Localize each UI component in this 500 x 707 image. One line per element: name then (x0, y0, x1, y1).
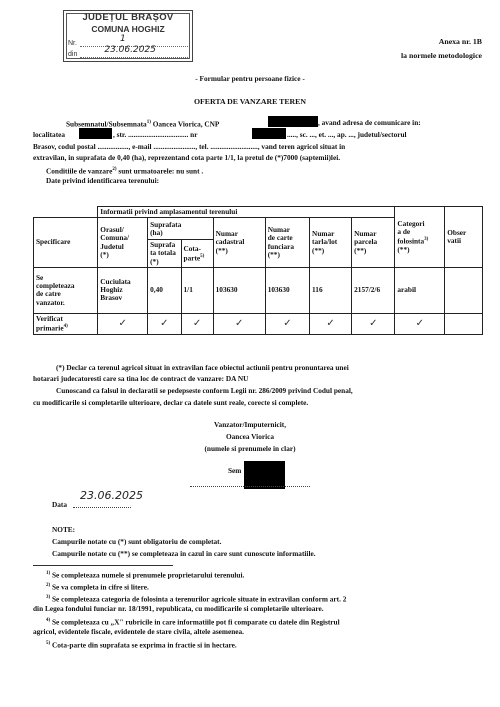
footnote-3-cont: din Legea fondului funciar nr. 18/1991, republicata, cu modificarile si completarile ulterioare. (33, 604, 324, 613)
header-suprafata-totala: Suprafa ta totala (*) (148, 240, 181, 268)
intro-line-3: Brasov, codul postal ................., e-mail ......................., tel. .........................., vand teren agricol situat in (33, 142, 346, 151)
intro-address-label: , avand adresa de comunicare in: (318, 118, 421, 127)
signer-name-hint: (numele si prenumele in clar) (204, 444, 296, 453)
date-label: Data (52, 500, 67, 509)
land-table (33, 206, 483, 335)
stamp-commune: COMUNA HOGHIZ (91, 24, 165, 34)
signature-label: Sem (228, 466, 242, 475)
registration-stamp (63, 10, 193, 62)
cell-categoria: arabil (395, 267, 445, 313)
header-cota-parte: Cota- parte$^{5)}$ (181, 240, 213, 268)
header-nr-parcela: Numar parcela (**) (352, 218, 395, 268)
footnote-3: $^{3)}$ Se completeaza categoria de folosinta a terenurilor agricole situate in extravilan conform art. 2 (46, 594, 347, 604)
intro-county: ....., sc. ..., et. ..., ap. ..., judetul/sectorul (287, 130, 407, 139)
declaration-line-1: (*) Declar ca terenul agricol situat in extravilan face obiectul actiunii pentru pronuntarea unei (56, 363, 349, 372)
annex-number: Anexa nr. 1B (438, 37, 482, 46)
table-row (34, 313, 483, 334)
cell-observatii (445, 267, 483, 313)
header-specificare: Specificare (34, 218, 98, 268)
stamp-din-row (68, 45, 188, 58)
intro-street: , str. ................................. nr (113, 130, 198, 139)
note-title: NOTE: (52, 525, 76, 534)
form-type: - Formular pentru persoane fizice - (195, 74, 305, 83)
check-mark: ✓ (352, 313, 395, 334)
intro-identification: Date privind identificarea terenului: (46, 176, 160, 185)
signature-line (190, 486, 310, 487)
footnote-4: $^{4)}$ Se completeaza cu „X" rubricile in care informatiile pot fi comparate cu datele din Registrul (46, 617, 340, 627)
check-mark: ✓ (98, 313, 148, 334)
footnote-4-cont: agricol, evidentele fiscale, evidentele de stare civila, altele asemenea. (33, 627, 245, 636)
date-line (73, 507, 131, 508)
redacted-number (252, 128, 286, 139)
stamp-din-value: 23.06.2025 (104, 45, 156, 55)
page-title: OFERTA DE VANZARE TEREN (193, 97, 306, 106)
declaration-line-2: hotarari judecatoresti care sa tina loc de contract de vanzare: DA NU (33, 374, 249, 383)
header-observatii: Obser vatii (445, 207, 483, 268)
cell-nr-cadastral: 103630 (213, 267, 265, 313)
footnote-separator (33, 565, 173, 566)
footnote-5: $^{5)}$ Cota-parte din suprafata se exprima in fractie si in hectare. (46, 640, 237, 650)
header-orasul: Orasul/ Comuna/ Judetul (*) (98, 218, 148, 268)
cell-localitate: Cuciulata Hoghiz Brasov (98, 267, 148, 313)
declaration-line-3: Cunoscand ca falsul in declaratii se pedepseste conform Legii nr. 286/2009 privind Codul penal, (56, 386, 353, 395)
note-line-2: Campurile notate cu (**) se completeaza in cazul in care sunt cunoscute informatiile. (52, 549, 316, 558)
cell-nr-tarla: 116 (310, 267, 352, 313)
footnote-2: $^{2)}$ Se va completa in cifre si litere. (46, 582, 149, 592)
note-line-1: Campurile notate cu (*) sunt obligatoriu de completat. (52, 537, 222, 546)
stamp-nr-label: Nr. (68, 40, 77, 47)
declaration-line-4: cu modificarile si completarile ulterioare, declar ca datele sunt reale, corecte si complete. (33, 398, 309, 407)
header-suprafata: Suprafata (ha) (148, 218, 214, 240)
signer-name: Oancea Viorica (225, 432, 275, 441)
stamp-din-label: din (68, 51, 78, 58)
intro-line-1: Subsemnatul/Subsemnata$^{1)}$ Oancea Viorica, CNP (66, 119, 220, 129)
header-nr-carte-funciara: Numar de carte funciara (**) (265, 218, 309, 268)
intro-locality-label: localitatea (33, 130, 66, 139)
check-mark: ✓ (213, 313, 265, 334)
table-row (34, 267, 483, 313)
header-categoria: Categori a de folosinta$^{3)}$ (**) (395, 207, 445, 268)
annex-norms: la normele metodologice (401, 51, 482, 60)
cell-observatii-verified (445, 313, 483, 334)
check-mark: ✓ (265, 313, 309, 334)
cell-cota-parte: 1/1 (181, 267, 213, 313)
redacted-locality (79, 128, 112, 139)
redacted-signature (244, 461, 285, 489)
check-mark: ✓ (395, 313, 445, 334)
table-corner (34, 207, 98, 218)
cell-suprafata-totala: 0,40 (148, 267, 181, 313)
stamp-nr-value: 1 (119, 34, 126, 44)
row-verified-label: Verificat primarie$^{4)}$ (34, 313, 98, 334)
check-mark: ✓ (181, 313, 213, 334)
group-header: Informatii privind amplasamentul terenului (98, 207, 395, 218)
row-seller-label: Se completeaza de catre vanzator. (34, 267, 98, 313)
stamp-county: JUDEȚUL BRAȘOV (82, 12, 174, 23)
intro-line-4: extravilan, in suprafata de 0,40 (ha), reprezentand cota parte 1/1, la pretul de (*)7000 (saptemii)lei. (33, 153, 341, 162)
redacted-cnp (268, 116, 318, 127)
date-value: 23.06.2025 (80, 489, 143, 502)
cell-nr-carte-funciara: 103630 (265, 267, 309, 313)
check-mark: ✓ (310, 313, 352, 334)
header-nr-cadastral: Numar cadastral (**) (213, 218, 265, 268)
cell-nr-parcela: 2157/2/6 (352, 267, 395, 313)
signer-role: Vanzator/Imputernicit, (213, 420, 287, 429)
header-nr-tarla: Numar tarla/lot (**) (310, 218, 352, 268)
footnote-1: $^{1)}$ Se completeaza numele si prenumele proprietarului terenului. (46, 570, 245, 580)
check-mark: ✓ (148, 313, 181, 334)
intro-conditions: Conditiile de vanzare$^{2)}$ sunt urmatoarele: nu sunt . (46, 166, 204, 176)
